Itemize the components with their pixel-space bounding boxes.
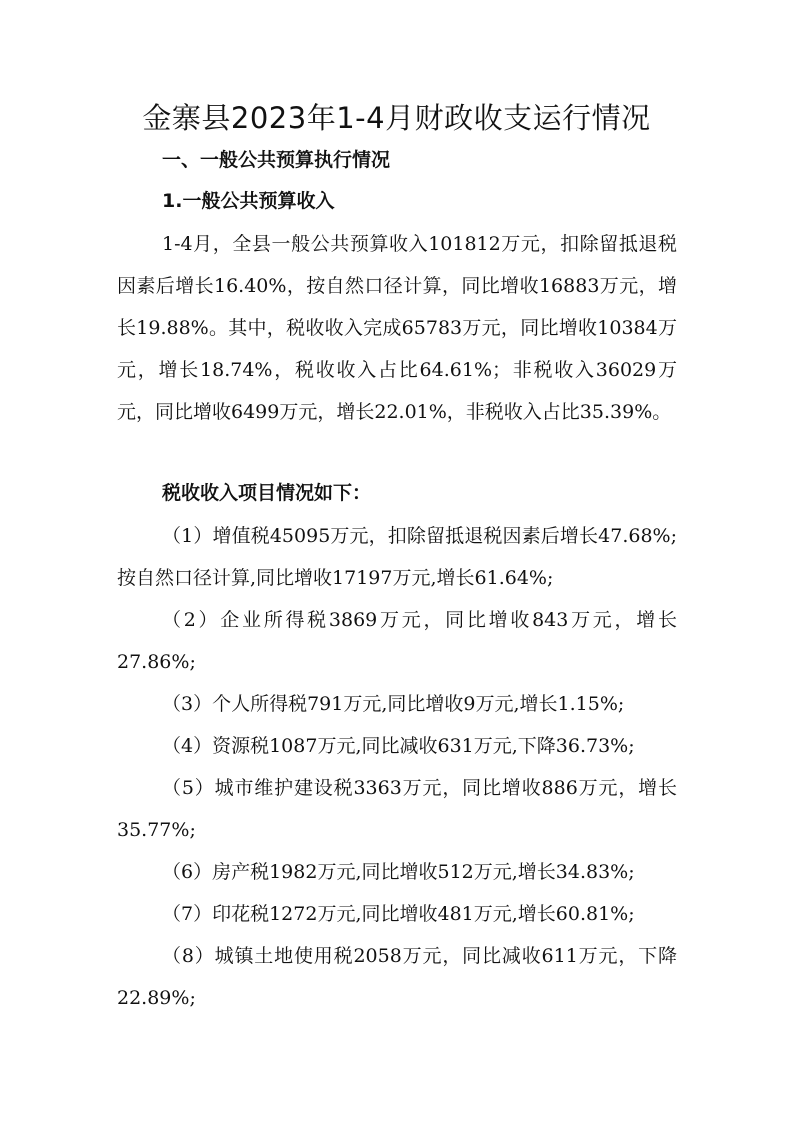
tax-item-personal-income: （3）个人所得税791万元,同比增收9万元,增长1.15%; [162,693,625,715]
tax-item-property: （6）房产税1982万元,同比增收512万元,增长34.83%; [162,861,635,883]
tax-item-land-use: （8）城镇土地使用税2058万元，同比减收611万元，下降22.89%; [117,945,677,1009]
tax-items-heading: 税收收入项目情况如下： [162,482,372,504]
tax-items-list [117,515,677,1019]
section-heading: 一、一般公共预算执行情况 [162,149,391,171]
intro-paragraph: 1-4月，全县一般公共预算收入101812万元，扣除留抵退税因素后增长16.40%，按自然口径计算，同比增收16883万元，增长19.88%。其中，税收收入完成65783万元，同比增收10384万元，增长18.74%，税收收入占比64.61%；非税收入36029万元，同比增收6499万元，增长22.01%，非税收入占比35.39%。 [117,233,677,423]
tax-item-urban-maintenance: （5）城市维护建设税3363万元，同比增收886万元，增长35.77%; [117,777,677,841]
tax-item-resource: （4）资源税1087万元,同比减收631万元,下降36.73%; [162,735,635,757]
subsection-heading: 1.一般公共预算收入 [162,190,335,212]
tax-item-vat: （1）增值税45095万元，扣除留抵退税因素后增长47.68%;按自然口径计算,同比增收17197万元,增长61.64%; [117,525,677,589]
document-title: 金寨县2023年1-4月财政收支运行情况 [142,101,651,135]
tax-item-stamp: （7）印花税1272万元,同比增收481万元,增长60.81%; [162,903,635,925]
tax-item-corporate-income: （2）企业所得税3869万元，同比增收843万元，增长27.86%; [117,609,677,673]
